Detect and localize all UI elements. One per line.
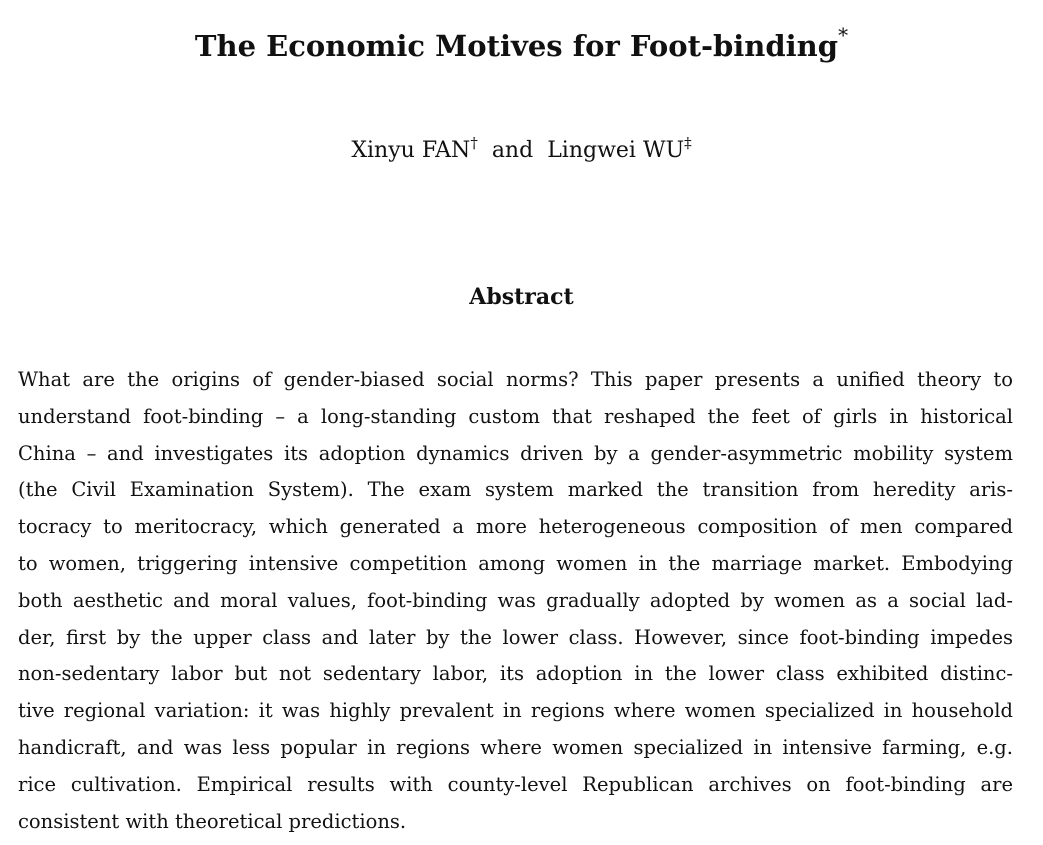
author-name-1: Xinyu FAN	[351, 138, 471, 163]
author-name-2: Lingwei WU	[547, 138, 685, 163]
abstract-line: tocracy to meritocracy, which generated a more heterogeneous composition of men compared	[18, 515, 1013, 539]
author-1-footnote-mark: †	[470, 134, 478, 152]
abstract-line: consistent with theoretical predictions.	[18, 809, 407, 833]
abstract-line: der, first by the upper class and later by the lower class. However, since foot-binding impedes	[18, 625, 1013, 649]
abstract-heading: Abstract	[469, 284, 574, 310]
abstract-line: rice cultivation. Empirical results with county-level Republican archives on foot-binding are	[18, 772, 1013, 796]
abstract-line: to women, triggering intensive competition among women in the marriage market. Embodying	[18, 551, 1013, 575]
title-footnote-mark: *	[838, 23, 849, 47]
author-line	[0, 135, 1043, 167]
abstract-line: What are the origins of gender-biased social norms? This paper presents a unified theory to	[18, 368, 1013, 391]
abstract-line: (the Civil Examination System). The exam system marked the transition from heredity aris-	[18, 478, 1013, 502]
abstract-line: both aesthetic and moral values, foot-binding was gradually adopted by women as a social lad-	[18, 588, 1013, 612]
abstract-line: handicraft, and was less popular in regions where women specialized in intensive farming, e.g.	[18, 735, 1013, 759]
author-conjunction: and	[491, 138, 534, 163]
abstract-line: China – and investigates its adoption dynamics driven by a gender-asymmetric mobility system	[18, 441, 1013, 465]
author-2-footnote-mark: ‡	[684, 134, 692, 152]
abstract-line: non-sedentary labor but not sedentary labor, its adoption in the lower class exhibited distinc-	[18, 662, 1013, 686]
paper-title-text: The Economic Motives for Foot-binding	[194, 29, 839, 63]
abstract-line: tive regional variation: it was highly prevalent in regions where women specialized in household	[18, 699, 1013, 723]
abstract-body	[18, 362, 1013, 840]
paper-title	[0, 23, 1043, 66]
abstract-line: understand foot-binding – a long-standing custom that reshaped the feet of girls in historical	[18, 404, 1013, 428]
